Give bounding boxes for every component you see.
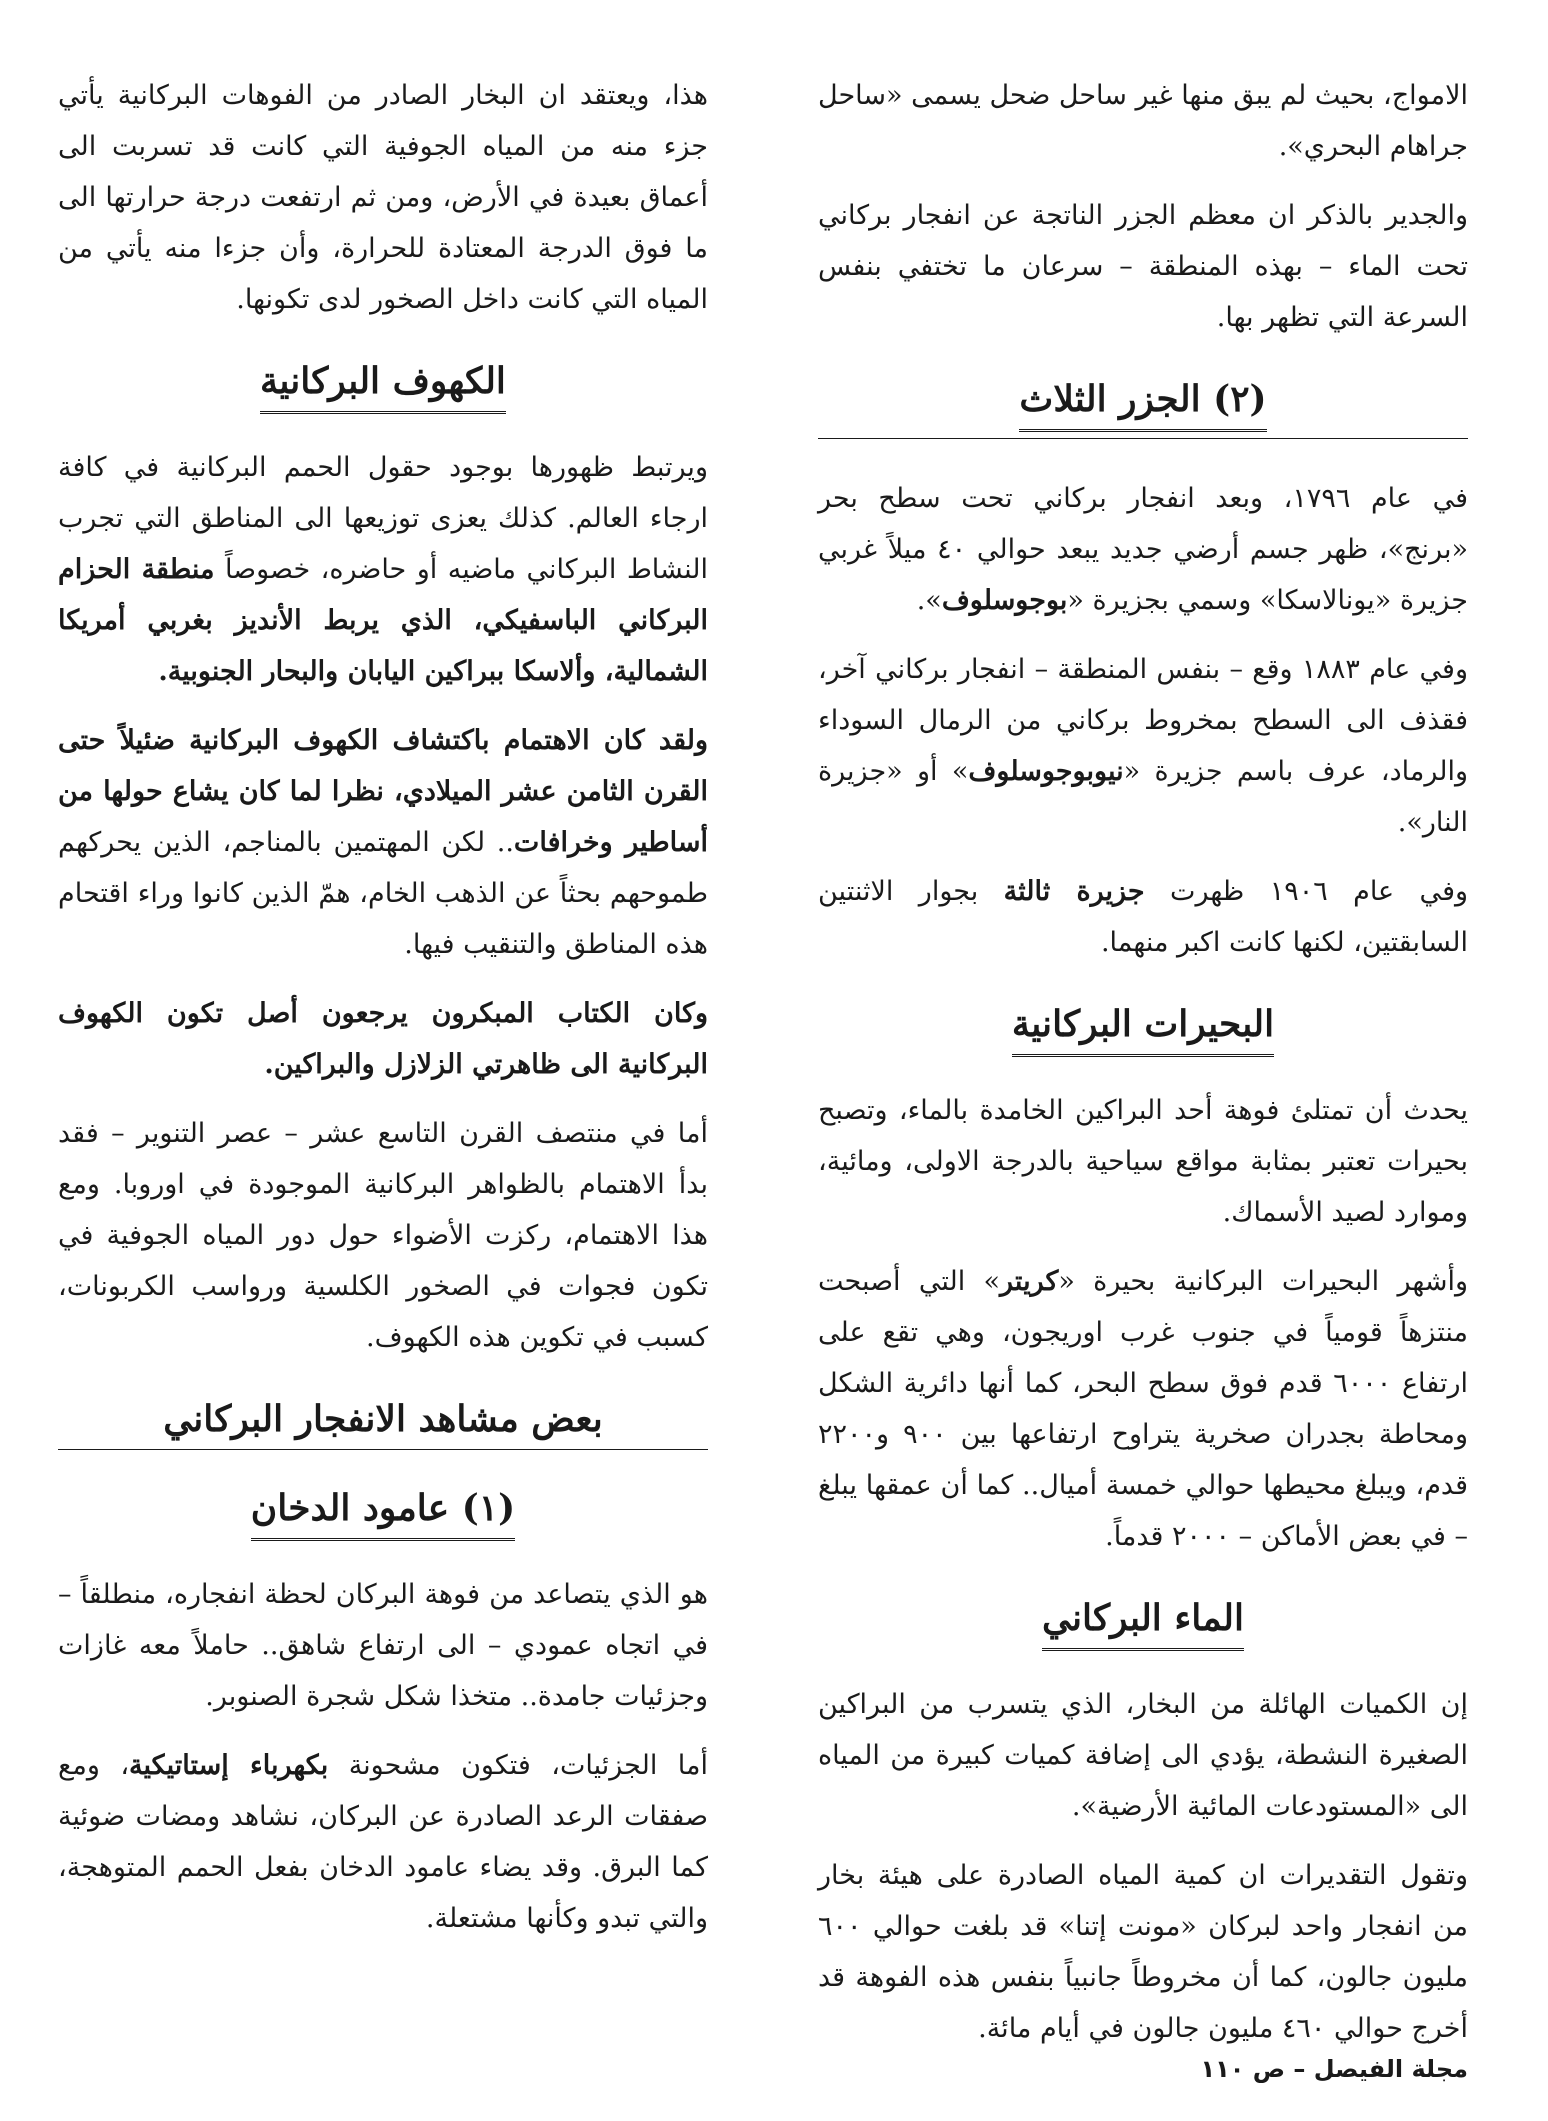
- text: ».: [916, 585, 942, 616]
- paragraph: الامواج، بحيث لم يبق منها غير ساحل ضحل يسمى «ساحل جراهام البحري».: [818, 80, 1468, 162]
- heading-text: البحيرات البركانية: [1012, 1000, 1274, 1057]
- paragraph: [58, 1740, 708, 1944]
- text: ، ومع صفقات الرعد الصادرة عن البركان، نشاهد ومضات ضوئية كما البرق. وقد يضاء عامود الدخان بفعل الحمم المتوهجة، والتي تبدو وكأنها مشتعلة.: [58, 1750, 708, 1934]
- section-heading-volcanic-caves: [58, 357, 708, 414]
- text: وفي عام ١٨٨٣ وقع – بنفس المنطقة – انفجار بركاني آخر، فقذف الى السطح بمخروط بركاني من الرمال السوداء والرماد، عرف باسم جزيرة «: [818, 654, 1469, 787]
- paragraph: هو الذي يتصاعد من فوهة البركان لحظة انفجاره، منطلقاً – في اتجاه عمودي – الى ارتفاع شاهق.. حاملاً معه غازات وجزئيات جامدة.. متخذا شكل شجرة الصنوبر.: [58, 1579, 708, 1712]
- paragraph: [58, 715, 708, 970]
- heading-text: (٢) الجزر الثلاث: [1019, 375, 1266, 432]
- text: بجوار الاثنتين السابقتين، لكنها كانت اكبر منهما.: [818, 876, 1468, 958]
- page-footer: مجلة الفيصل – ص ١١٠: [1200, 2055, 1468, 2083]
- bold-text: بكهرباء إستاتيكية: [129, 1750, 329, 1781]
- heading-text: الماء البركاني: [1042, 1594, 1244, 1651]
- bold-text: جزيرة ثالثة: [1003, 876, 1145, 907]
- bold-text: بوجوسلوف: [941, 585, 1068, 616]
- paragraph: هذا، ويعتقد ان البخار الصادر من الفوهات البركانية يأتي جزء منه من المياه الجوفية التي كانت قد تسربت الى أعماق بعيدة في الأرض، ومن ثم ارتفعت درجة حرارتها الى ما فوق الدرجة المعتادة للحرارة، وأن جزءا منه يأتي من المياه التي كانت داخل الصخور لدى تكونها.: [58, 80, 708, 315]
- bold-text: كريتر: [1000, 1266, 1059, 1297]
- paragraph: [818, 644, 1468, 848]
- paragraph: [58, 442, 708, 697]
- text: وأشهر البحيرات البركانية بحيرة «: [1058, 1266, 1468, 1297]
- left-column: [58, 70, 708, 1962]
- heading-text: (١) عامود الدخان: [251, 1484, 515, 1541]
- section-heading-smoke-column: [58, 1484, 708, 1541]
- paragraph: أما في منتصف القرن التاسع عشر – عصر التنوير – فقد بدأ الاهتمام بالظواهر البركانية الموجودة في اوروبا. ومع هذا الاهتمام، ركزت الأضواء حول دور المياه الجوفية في تكون فجوات في الصخور الكلسية ورواسب الكربونات، كسبب في تكوين هذه الكهوف.: [58, 1118, 708, 1353]
- bold-text: نيوبوجوسلوف: [968, 756, 1124, 787]
- paragraph: يحدث أن تمتلئ فوهة أحد البراكين الخامدة بالماء، وتصبح بحيرات تعتبر بمثابة مواقع سياحية بالدرجة الاولى، ومائية، وموارد لصيد الأسماك.: [818, 1095, 1468, 1228]
- text: في عام ١٧٩٦، وبعد انفجار بركاني تحت سطح بحر «برنج»، ظهر جسم أرضي جديد يبعد حوالي ٤٠ ميلاً غربي جزيرة «يونالاسكا» وسمي بجزيرة «: [818, 483, 1469, 616]
- text: أما الجزئيات، فتكون مشحونة: [328, 1750, 708, 1781]
- paragraph: [818, 473, 1468, 626]
- paragraph: [818, 1256, 1468, 1562]
- text: وفي عام ١٩٠٦ ظهرت: [1144, 876, 1469, 907]
- paragraph: إن الكميات الهائلة من البخار، الذي يتسرب من البراكين الصغيرة النشطة، يؤدي الى إضافة كميات كبيرة من المياه الى «المستودعات المائية الأرضية».: [818, 1689, 1468, 1822]
- section-heading-volcanic-lakes: [818, 1000, 1468, 1057]
- paragraph: [58, 988, 708, 1090]
- text: .. لكن المهتمين بالمناجم، الذين يحركهم طموحهم بحثاً عن الذهب الخام، همّ الذين كانوا وراء اقتحام هذه المناطق والتنقيب فيها.: [58, 827, 708, 960]
- bold-text: وكان الكتاب المبكرون يرجعون أصل تكون الكهوف البركانية الى ظاهرتي الزلازل والبراكين.: [58, 998, 708, 1080]
- heading-text: بعض مشاهد الانفجار البركاني: [163, 1398, 603, 1440]
- right-column: [818, 70, 1468, 2072]
- paragraph: [818, 866, 1468, 968]
- text: ويرتبط ظهورها بوجود حقول الحمم البركانية في كافة ارجاء العالم. كذلك يعزى توزيعها الى المناطق التي تجرب النشاط البركاني ماضيه أو حاضره، خصوصاً: [58, 452, 708, 585]
- paragraph: والجدير بالذكر ان معظم الجزر الناتجة عن انفجار بركاني تحت الماء – بهذه المنطقة – سرعان ما تختفي بنفس السرعة التي تظهر بها.: [818, 200, 1468, 333]
- paragraph: وتقول التقديرات ان كمية المياه الصادرة على هيئة بخار من انفجار واحد لبركان «مونت إتنا» قد بلغت حوالي ٦٠٠ مليون جالون، كما أن مخروطاً جانبياً بنفس هذه الفوهة قد أخرج حوالي ٤٦٠ مليون جالون في أيام مائة.: [818, 1860, 1468, 2044]
- heading-text: الكهوف البركانية: [260, 357, 506, 414]
- text: » أو «جزيرة النار».: [818, 756, 1468, 838]
- section-heading-three-islands: [818, 375, 1468, 439]
- section-heading-eruption-scenes: [58, 1395, 708, 1450]
- bold-text: منطقة الحزام البركاني الباسفيكي، الذي يربط الأنديز بغربي أمريكا الشمالية، وألاسكا ببراكين اليابان والبحار الجنوبية.: [58, 554, 708, 687]
- text: » التي أصبحت منتزهاً قومياً في جنوب غرب اوريجون، وهي تقع على ارتفاع ٦٠٠٠ قدم فوق سطح البحر، كما أنها دائرية الشكل ومحاطة بجدران صخرية يتراوح ارتفاعها بين ٩٠٠ و٢٢٠٠ قدم، ويبلغ محيطها حوالي خمسة أميال.. كما أن عمقها يبلغ – في بعض الأماكن – ٢٠٠٠ قدماً.: [818, 1266, 1469, 1552]
- bold-text: ولقد كان الاهتمام باكتشاف الكهوف البركانية ضئيلاً حتى القرن الثامن عشر الميلادي، نظرا لما كان يشاع حولها من أساطير وخرافات: [58, 725, 708, 858]
- section-heading-volcanic-water: [818, 1594, 1468, 1651]
